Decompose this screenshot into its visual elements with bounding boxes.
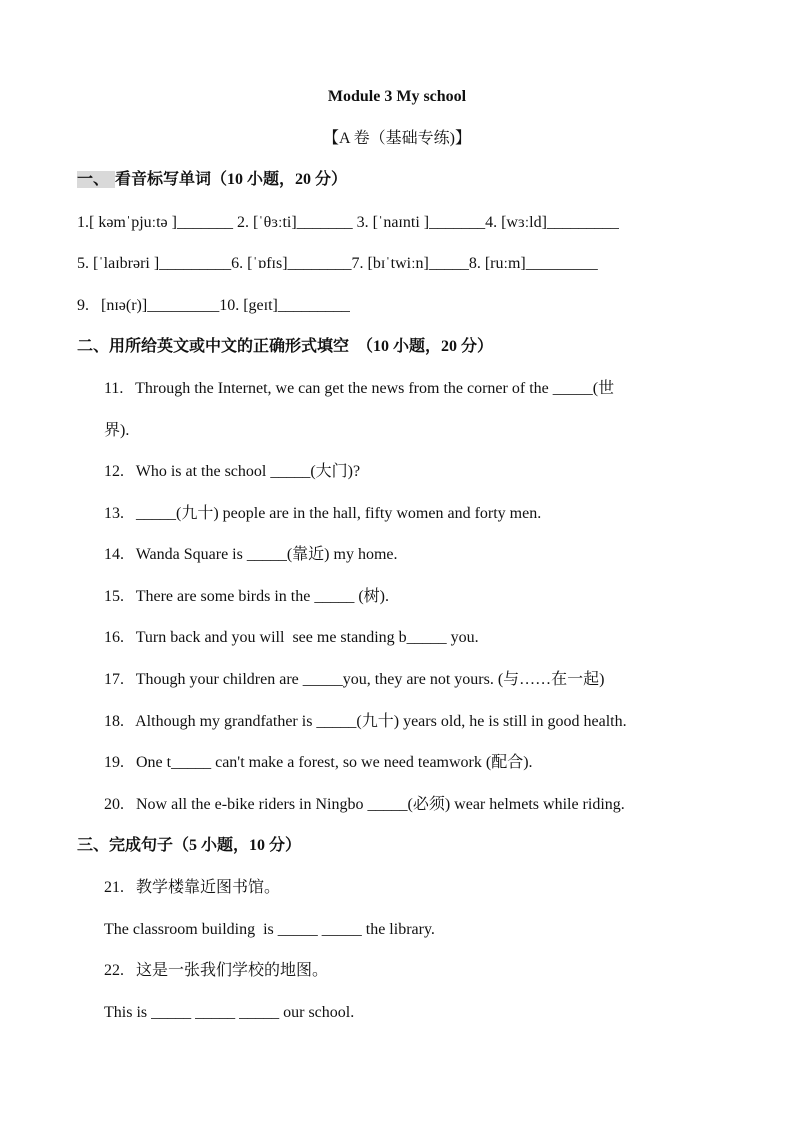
phonetic-line: 9. [nɪə(r)]_________10. [geɪt]_________: [77, 297, 350, 314]
phonetic-line: 5. [ˈlaɪbrəri ]_________6. [ˈɒfɪs]________7. [bɪˈtwiːn]_____8. [ruːm]_________: [77, 255, 598, 272]
question-20: 20. Now all the e-bike riders in Ningbo _____(必须) wear helmets while riding.: [104, 796, 625, 813]
page-subtitle: 【A 卷（基础专练)】: [322, 130, 471, 147]
section-1-number: 一、: [77, 171, 115, 188]
question-22-sentence: This is _____ _____ _____ our school.: [104, 1004, 355, 1021]
question-18: 18. Although my grandfather is _____(九十) years old, he is still in good health.: [104, 713, 627, 730]
section-2-heading: 二、用所给英文或中文的正确形式填空 （10 小题，20 分）: [77, 338, 494, 355]
question-16: 16. Turn back and you will see me standing b_____ you.: [104, 629, 479, 646]
question-12: 12. Who is at the school _____(大门)?: [104, 463, 361, 480]
section-1-heading: [77, 170, 347, 190]
question-21: 21. 教学楼靠近图书馆。: [104, 879, 281, 896]
question-13: 13. _____(九十) people are in the hall, fifty women and forty men.: [104, 505, 542, 522]
page-title: Module 3 My school: [327, 88, 467, 105]
question-11: 11. Through the Internet, we can get the news from the corner of the _____(世: [104, 380, 615, 397]
question-11-continued: 界).: [104, 422, 130, 439]
section-1-title: 看音标写单词（10 小题，20 分）: [115, 171, 348, 188]
question-21-sentence: The classroom building is _____ _____ the library.: [104, 921, 435, 938]
section-3-heading: 三、完成句子（5 小题，10 分）: [77, 837, 302, 854]
question-19: 19. One t_____ can't make a forest, so we need teamwork (配合).: [104, 754, 533, 771]
phonetic-line: 1.[ kəmˈpjuːtə ]_______ 2. [ˈθɜːti]_______ 3. [ˈnaɪnti ]_______4. [wɜːld]_________: [77, 214, 619, 231]
question-14: 14. Wanda Square is _____(靠近) my home.: [104, 546, 398, 563]
question-22: 22. 这是一张我们学校的地图。: [104, 962, 329, 979]
question-17: 17. Though your children are _____you, they are not yours. (与……在一起): [104, 671, 605, 688]
question-15: 15. There are some birds in the _____ (树).: [104, 588, 389, 605]
